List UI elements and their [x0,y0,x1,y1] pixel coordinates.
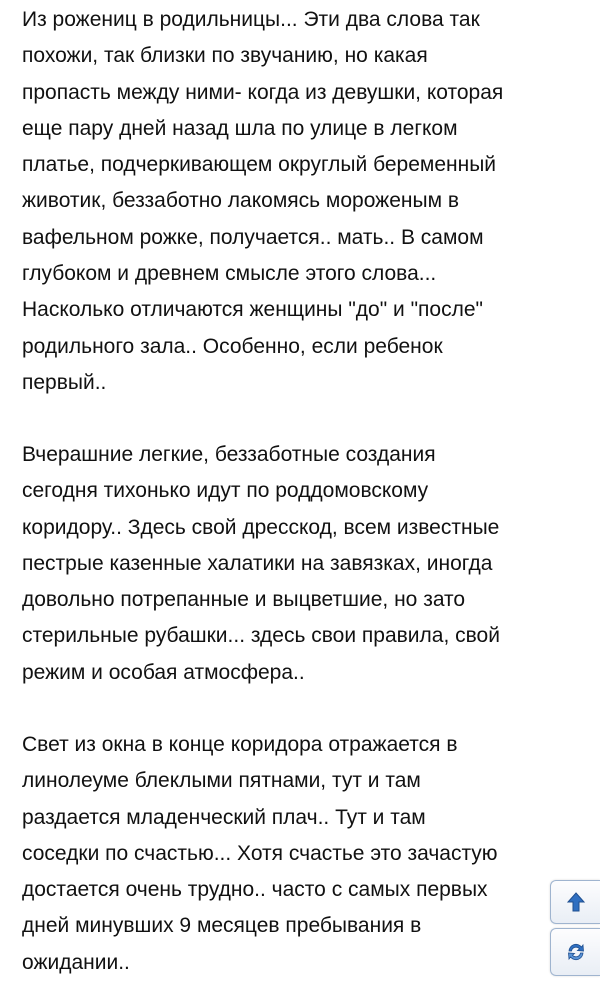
text-line: раздается младенческий плач.. Тут и там [22,805,426,829]
text-line: линолеуме блеклыми пятнами, тут и там [22,769,421,793]
text-line: Вчерашние легкие, беззаботные создания [22,443,436,466]
text-line: соседки по счастью... Хотя счастье это зачастую [22,841,498,865]
text-line: достается очень трудно.. часто с самых первых [22,878,488,902]
text-line: животик, беззаботно лакомясь мороженым в [22,189,460,213]
text-line: глубоком и древнем смысле этого слова... [22,262,437,286]
paragraph-3 [22,727,498,981]
text-line: довольно потрепанные и выцветшие, но зато [22,588,466,612]
text-line: Из рожениц в родильницы... Эти два слова так [22,8,480,31]
text-line: сегодня тихонько идут по роддомовскому [22,479,429,503]
text-line: стерильные рубашки... здесь свои правила, свой [22,624,500,648]
text-line: еще пару дней назад шла по улице в легком [22,116,458,140]
text-line: вафельном рожке, получается.. мать.. В самом [22,225,484,249]
text-line: Свет из окна в конце коридора отражается в [22,733,458,756]
text-line: платье, подчеркивающем округлый беременный [22,153,497,177]
text-line: родильного зала.. Особенно, если ребенок [22,334,443,358]
text-line: режим и особая атмосфера.. [22,660,305,684]
text-line: похожи, так близки по звучанию, но какая [22,44,428,68]
text-line: пестрые казенные халатики на завязках, иногда [22,551,493,575]
arrow-up-icon [566,891,586,913]
text-line: пропасть между ними- когда из девушки, которая [22,80,504,104]
scroll-to-top-button[interactable] [550,880,600,924]
paragraph-2 [22,437,500,691]
text-line: Насколько отличаются женщины "до" и "после" [22,298,483,322]
refresh-icon [564,940,588,964]
text-line: ожидании.. [22,950,130,974]
text-line: коридору.. Здесь свой дресскод, всем известные [22,515,500,539]
paragraph-1 [22,2,503,401]
refresh-button[interactable] [550,928,600,976]
text-line: дней минувших 9 месяцев пребывания в [22,914,422,938]
text-line: первый.. [22,370,107,394]
